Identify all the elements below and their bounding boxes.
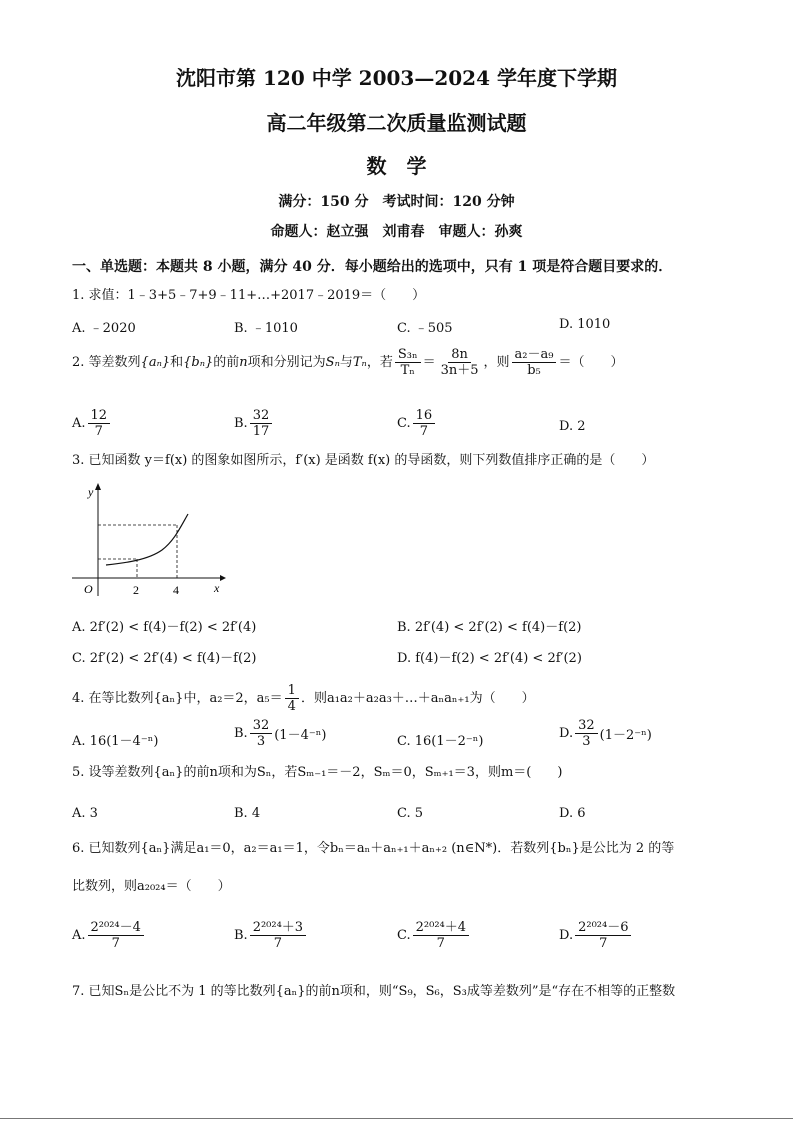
x-axis-label: x	[214, 581, 220, 595]
q6-option-c: C. $\frac{\text{2²⁰²⁴＋4}}{7}$	[397, 920, 471, 951]
question-7-stem: 7. 已知Sₙ是公比不为 1 的等比数列{aₙ}的前n项和，则“S₉，S₆，S₃成等差数列”是“存在不相等的正整数	[72, 984, 676, 999]
question-3-stem: 3. 已知函数 y＝f(x) 的图象如图所示，f′(x) 是函数 f(x) 的导函数，则下列数值排序正确的是（ ）	[72, 453, 655, 468]
q2-option-c: C. $\frac{16}{7}$	[397, 408, 437, 439]
score-time-info: 满分：150 分 考试时间：120 分钟	[278, 194, 515, 210]
function-curve	[106, 514, 188, 565]
tick-label-2: 2	[133, 583, 139, 597]
q4-option-d: D. $\frac{32}{3}$ (1－2⁻ⁿ)	[559, 718, 652, 749]
q4-option-a: A. 16(1－4⁻ⁿ)	[72, 734, 159, 749]
q1-option-a: A. ﹣2020	[72, 321, 136, 336]
q5-option-b: B. 4	[234, 806, 261, 821]
question-5-stem: 5. 设等差数列{aₙ}的前n项和为Sₙ，若Sₘ₋₁＝－2，Sₘ＝0，Sₘ₊₁＝3，则m＝( )	[72, 765, 563, 780]
tick-label-4: 4	[173, 583, 179, 597]
q5-option-c: C. 5	[397, 806, 424, 821]
fraction-s3n-over-tn: $\frac{\text{S₃ₙ}}{\text{Tₙ}}$	[395, 347, 421, 378]
question-6-stem-line2: 比数列，则a₂₀₂₄＝（ ）	[72, 879, 231, 894]
page-bottom-rule	[0, 1118, 793, 1119]
question-1-stem: 1. 求值：1﹣3+5﹣7+9﹣11+…+2017﹣2019＝（ ）	[72, 288, 426, 303]
y-axis-label: y	[88, 485, 94, 499]
function-graph	[70, 478, 230, 600]
exam-title-line1: 沈阳市第 120 中学 2003—2024 学年度下学期	[176, 66, 617, 90]
q6-option-d: D. $\frac{\text{2²⁰²⁴－6}}{7}$	[559, 920, 633, 951]
q1-option-c: C. ﹣505	[397, 321, 453, 336]
q4-option-c: C. 16(1－2⁻ⁿ)	[397, 734, 484, 749]
exam-title-line2: 高二年级第二次质量监测试题	[266, 111, 527, 135]
q3-option-c: C. 2f′(2) < 2f′(4) < f(4)－f(2)	[72, 651, 257, 666]
q5-option-d: D. 6	[559, 806, 586, 821]
question-2-stem: 2. 等差数列 {aₙ} 和 {bₙ} 的前 n 项和分别记为 Sₙ 与 Tₙ ，若 $\frac{\text{S₃ₙ}}{\text{Tₙ}}$ ＝ $\frac{8n}{3n+5}$ ，则 $\frac{\text{a₂－a₉}}{\text{b₅}}$ ＝（ ）	[72, 347, 624, 378]
q2-option-a: A. $\frac{12}{7}$	[72, 408, 112, 439]
x-axis-arrow	[220, 575, 226, 581]
q2-option-d: D. 2	[559, 419, 586, 434]
q3-option-d: D. f(4)－f(2) < 2f′(4) < 2f′(2)	[397, 651, 582, 666]
q2-option-b: B. $\frac{32}{17}$	[234, 408, 274, 439]
authors-info: 命题人：赵立强 刘甫春 审题人：孙爽	[270, 224, 523, 240]
q1-option-d: D. 1010	[559, 317, 611, 332]
question-6-stem-line1: 6. 已知数列{aₙ}满足a₁＝0，a₂＝a₁＝1，令bₙ＝aₙ＋aₙ₊₁＋aₙ₊₂ (n∈N*)．若数列{bₙ}是公比为 2 的等	[72, 841, 675, 856]
section-heading: 一、单选题：本题共 8 小题，满分 40 分．每小题给出的选项中，只有 1 项是符合题目要求的．	[72, 259, 673, 275]
q6-option-b: B. $\frac{\text{2²⁰²⁴＋3}}{7}$	[234, 920, 308, 951]
y-axis-arrow	[95, 483, 101, 490]
q3-option-b: B. 2f′(4) < 2f′(2) < f(4)－f(2)	[397, 620, 582, 635]
fraction-8n-over-3n5: $\frac{8n}{3n+5}$	[440, 347, 479, 378]
fraction-one-quarter: $\frac{1}{4}$	[285, 683, 299, 714]
origin-label: O	[84, 582, 93, 596]
fraction-a2a9-over-b5: $\frac{\text{a₂－a₉}}{\text{b₅}}$	[512, 347, 557, 378]
q5-option-a: A. 3	[72, 806, 98, 821]
q3-option-a: A. 2f′(2) < f(4)－f(2) < 2f′(4)	[72, 620, 257, 635]
q6-option-a: A. $\frac{\text{2²⁰²⁴－4}}{7}$	[72, 920, 146, 951]
question-4-stem: 4. 在等比数列{aₙ}中，a₂＝2，a₅＝ $\frac{1}{4}$ ．则a₁a₂＋a₂a₃＋…＋aₙaₙ₊₁为（ ）	[72, 683, 535, 714]
q1-option-b: B. ﹣1010	[234, 321, 298, 336]
q4-option-b: B. $\frac{32}{3}$ (1－4⁻ⁿ)	[234, 718, 327, 749]
subject-title: 数 学	[366, 154, 427, 178]
